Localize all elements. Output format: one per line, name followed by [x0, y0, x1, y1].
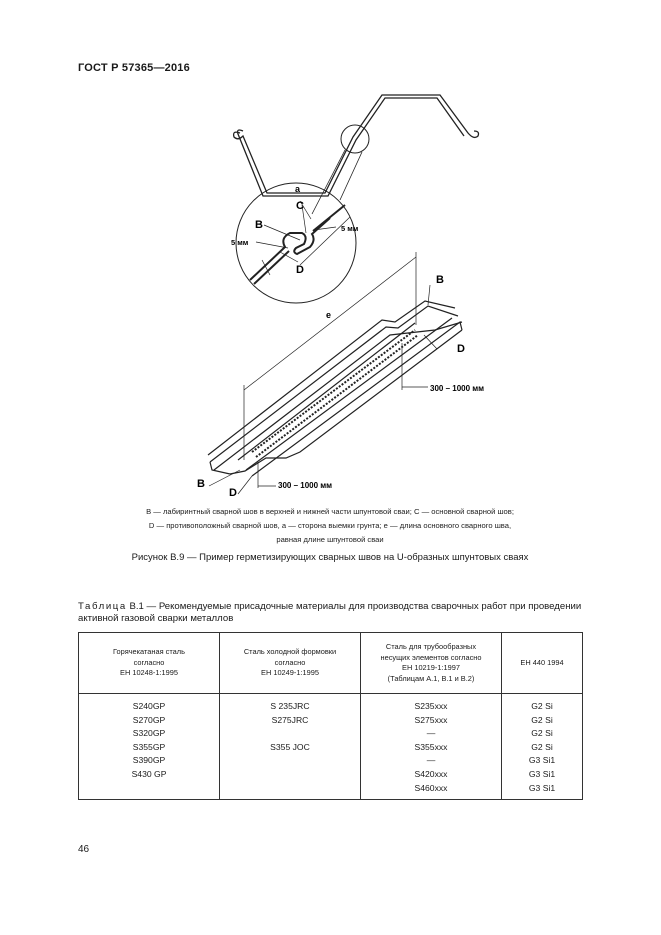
table-cell: S420xxx [414, 768, 448, 779]
table-cell: — [426, 755, 436, 766]
column-tubular-values [361, 694, 502, 800]
label-b-detail: B [255, 219, 263, 231]
table-cell: S275JRC [271, 714, 309, 725]
table-cell: G2 Si [531, 741, 553, 752]
dim-5mm-right: 5 мм [341, 224, 359, 233]
table-cell: G2 Si [531, 728, 553, 739]
column-cold-formed-values [220, 694, 361, 800]
header-en-440: ЕН 440 1994 [502, 633, 583, 694]
table-cell [224, 727, 356, 741]
figure-legend [70, 505, 590, 547]
table-cell: S430 GP [131, 768, 167, 779]
table-cell: S355xxx [414, 741, 448, 752]
legend-line: равная длине шпунтовой сваи [276, 535, 384, 544]
label-b-isometric-bottom: B [197, 478, 205, 490]
pile-cross-section [234, 95, 479, 196]
table-cell: S275xxx [414, 714, 448, 725]
header-hot-rolled-steel: Горячекатаная сталь согласно ЕН 10248-1:1995 [79, 633, 220, 694]
table-cell: G3 Si1 [528, 782, 556, 793]
table-title [78, 601, 618, 625]
header-tubular-steel: Сталь для трубообразных несущих элементов согласно ЕН 10219-1:1997 (Таблицам А.1, В.1 и В.2) [361, 633, 502, 694]
column-hot-rolled-values [79, 694, 220, 800]
table-cell: G3 Si1 [528, 755, 556, 766]
table-cell: S460xxx [414, 782, 448, 793]
legend-line: D — противоположный сварной шов, а — сторона выемки грунта; е — длина основного сварного шва, [148, 521, 512, 530]
label-c-detail: C [296, 200, 304, 212]
table-cell: S270GP [132, 714, 166, 725]
table-header-row [79, 633, 583, 694]
table-cell: G3 Si1 [528, 768, 556, 779]
dim-5mm-left: 5 мм [231, 238, 249, 247]
weld-seam [252, 330, 418, 457]
column-en440-values [502, 694, 583, 800]
label-a-detail: a [295, 184, 301, 194]
table-cell: S235xxx [414, 701, 448, 711]
page-number: 46 [78, 844, 90, 855]
dim-300-1000-right: 300 – 1000 мм [430, 384, 485, 393]
table-row [79, 694, 583, 800]
table-cell: S240GP [132, 701, 166, 711]
dimension-lines [209, 252, 437, 494]
filler-materials-table [78, 632, 583, 800]
table-cell: G2 Si [531, 701, 553, 711]
header-cold-formed-steel: Сталь холодной формовки согласно ЕН 10249-1:1995 [220, 633, 361, 694]
table-cell: S 235JRC [270, 701, 310, 711]
dim-300-1000-bottom: 300 – 1000 мм [278, 481, 333, 490]
legend-line: В — лабиринтный сварной шов в верхней и нижней части шпунтовой сваи; С — основной сварной шов; [146, 507, 514, 516]
label-e-dimension: e [326, 310, 332, 320]
table-cell: S355GP [132, 741, 166, 752]
table-title-text: В.1 — Рекомендуемые присадочные материалы для производства сварочных работ при проведении активной газовой сварки металлов [78, 601, 582, 624]
table-cell: S355 JOC [270, 741, 310, 752]
label-d-isometric-bottom: D [229, 487, 237, 499]
figure-title: Рисунок В.9 — Пример герметизирующих сварных швов на U-образных шпунтовых сваях [131, 552, 529, 563]
table-cell: S390GP [132, 755, 166, 766]
label-d-isometric-right: D [457, 343, 465, 355]
table-title-prefix: Таблица [78, 601, 127, 612]
table-cell: — [426, 728, 436, 739]
label-b-isometric-top: B [436, 274, 444, 286]
detail-callout-circle [341, 125, 369, 153]
table-cell: G2 Si [531, 714, 553, 725]
document-header: ГОСТ Р 57365—2016 [78, 62, 190, 74]
label-d-detail: D [296, 264, 304, 276]
table-cell: S320GP [132, 728, 166, 739]
